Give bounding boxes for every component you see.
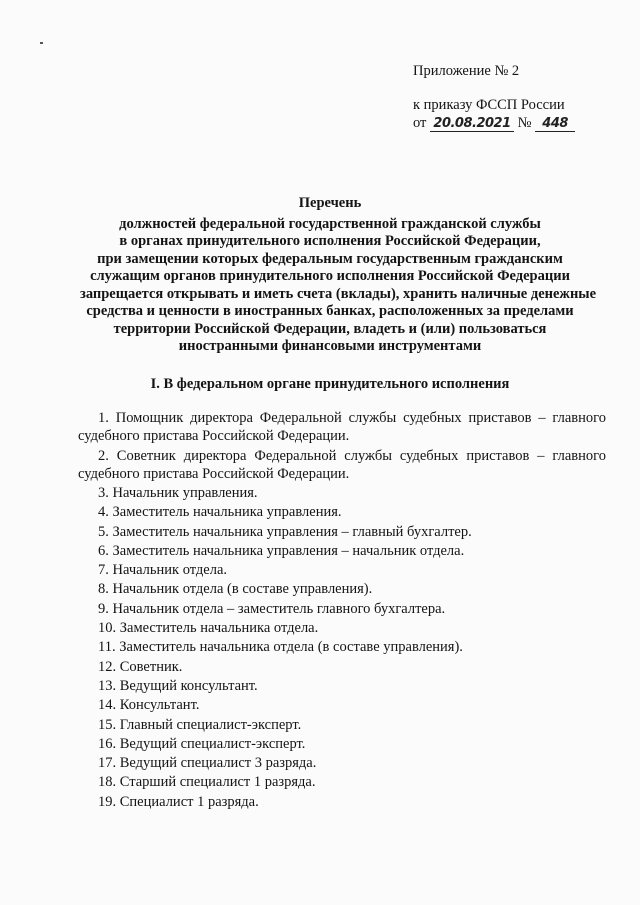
list-item: 7. Начальник отдела. [98,562,228,579]
list-item: 10. Заместитель начальника отдела. [98,620,319,637]
list-item: 18. Старший специалист 1 разряда. [98,774,316,791]
title-line: запрещается открывать и иметь счета (вклады), хранить наличные денежные [80,285,597,302]
list-item: 14. Консультант. [98,697,200,714]
list-item: 1. Помощник директора Федеральной службы судебных приставов – главного судебного пристава Российской Федерации. [78,410,606,445]
list-item: 2. Советник директора Федеральной службы судебных приставов – главного судебного пристава Российской Федерации. [78,447,606,482]
title-line: должностей федеральной государственной гражданской службы [119,215,541,232]
list-item: 5. Заместитель начальника управления – главный бухгалтер. [98,523,472,540]
order-line-2 [413,114,575,132]
title-heading: Перечень [298,195,362,211]
list-item: 12. Советник. [98,658,183,675]
handwritten-order-number: 448 [535,116,575,132]
order-line-1: к приказу ФССП России [413,97,565,113]
list-item: 9. Начальник отдела – заместитель главного бухгалтера. [98,600,446,617]
list-item: 16. Ведущий специалист-эксперт. [98,735,306,752]
title-line: иностранными финансовыми инструментами [178,338,482,354]
title-line: средства и ценности в иностранных банках, расположенных за пределами [86,303,574,319]
title-line: в органах принудительного исполнения Российской Федерации, [119,233,541,249]
scan-speck [40,42,43,44]
list-item: 3. Начальник управления. [98,485,258,501]
list-item: 6. Заместитель начальника управления – начальник отдела. [98,542,465,559]
list-item: 15. Главный специалист-эксперт. [98,716,302,733]
document-title [80,195,597,356]
order-from-label: от [413,115,427,131]
title-line: при замещении которых федеральным государственным гражданским [97,250,563,267]
appendix-label: Приложение № 2 [413,63,520,79]
positions-list [78,409,606,812]
order-reference [413,96,575,132]
section-heading: I. В федеральном органе принудительного исполнения [150,376,510,392]
list-item: 19. Специалист 1 разряда. [98,793,259,810]
title-line: служащим органов принудительного исполнения Российской Федерации [90,268,570,284]
list-item: 4. Заместитель начальника управления. [98,504,342,521]
list-item: 8. Начальник отдела (в составе управления). [98,581,373,598]
list-item: 13. Ведущий консультант. [98,677,258,694]
title-line: территории Российской Федерации, владеть и (или) пользоваться [113,320,547,337]
list-item: 11. Заместитель начальника отдела (в составе управления). [98,639,463,656]
order-number-label: № [517,115,532,131]
handwritten-order-date: 20.08.2021 [430,116,514,132]
list-item: 17. Ведущий специалист 3 разряда. [98,755,317,772]
